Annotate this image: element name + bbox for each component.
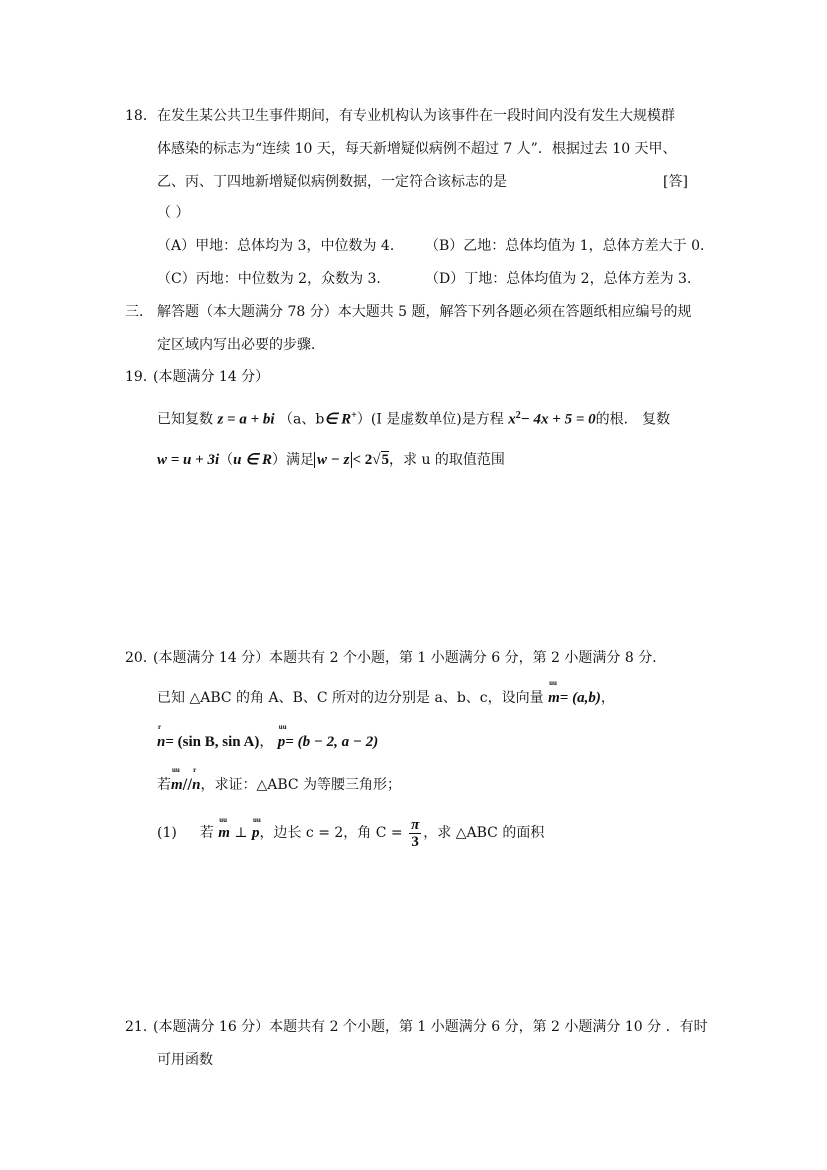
q19-eq-rest: − 4x + 5 = 0 [520,411,596,428]
q20-m-equation: = (a,b) [559,690,601,706]
q20-comma-2: ， [259,734,274,750]
q20-header: (本题满分 14 分）本题共有 2 个小题，第 1 小题满分 6 分，第 2 小题满分 8 分． [153,650,667,666]
q20-line-3 [157,766,402,795]
q19-text-2: （a、b [279,411,325,428]
q19-statement-line-2 [157,450,505,470]
q20-line-2 [157,723,379,752]
q19-sqrt-sign: √ [372,452,381,468]
q19-text-3: ）(I 是虚数单位)是方程 [356,411,504,428]
q20-text-3a: 若 [199,825,214,841]
q19-text-4: 的根． 复数 [595,411,671,428]
q20-number: 20． [125,650,157,666]
q18-option-a: （A）甲地：总体均为 3，中位数为 4． [157,238,404,254]
vector-n: r n [157,723,166,750]
q21-line-2: 可用函数 [157,1052,213,1068]
q19-text-6: ）满足 [272,452,315,468]
q18-line-3: 乙、丙、丁四地新增疑似病例数据，一定符合该标志的是 [157,174,507,190]
q18-line-1: 在发生某公共卫生事件期间，有专业机构认为该事件在一段时间内没有发生大规模群 [157,108,675,124]
q20-sub-1-label: (1) [157,825,177,841]
q19-w-equation: w = u + 3i [157,452,220,468]
q19-text-5: （ [219,452,234,468]
vector-n-2: r n [192,766,201,793]
q20-line-1 [157,679,615,708]
vector-m-3: uu m [218,816,230,841]
q19-abs-w-minus-z: w − z [314,452,352,468]
vector-m: uu m [548,679,560,706]
q18-answer-paren: （ ） [157,205,190,221]
q18-line-2: 体感染的标志为“连续 10 天，每天新增疑似病例不超过 7 人”．根据过去 10 天甲、 [157,141,677,157]
q20-p-equation: = (b − 2, a − 2) [285,734,379,750]
q21-line-1: (本题满分 16 分）本题共有 2 个小题，第 1 小题满分 6 分，第 2 小题满分 10 分 ．有时 [153,1019,708,1035]
vector-p-2: uu p [251,816,261,841]
q19-eq-square: 2 [515,410,521,421]
q19-text-1: 已知复数 [157,411,213,428]
q19-sqrt-5: 5 [381,452,390,468]
q19-statement-line-1 [157,406,670,430]
q20-text-3b: ，边长 c = 2，角 C = [259,825,403,841]
q20-perp: ⊥ [234,825,248,841]
section-3-line-1: 解答题（本大题满分 78 分）本大题共 5 题，解答下列各题必须在答题纸相应编号的规 [157,304,692,320]
vector-p: uu p [277,723,287,750]
q20-text-2a: 若 [157,777,171,793]
q21-number: 21． [125,1019,157,1035]
q20-angle-fraction: $\frac{\pi}{3}$ [411,816,420,850]
q19-less-than-2: < 2 [352,452,373,468]
q19-z-equation: z = a + bi [217,411,275,428]
q20-line-4 [157,815,544,851]
q18-option-c: （C）丙地：中位数为 2，众数为 3． [157,271,391,287]
section-3-number: 三． [125,304,153,320]
q20-n-equation: = (sin B, sin A) [165,734,260,750]
q20-text-2b: ，求证：△ABC 为等腰三角形； [200,777,402,793]
q19-header: (本题满分 14 分） [153,369,270,385]
q19-u-in-r: u ∈ R [233,452,273,468]
q19-number: 19． [125,369,157,385]
q20-parallel: // [182,777,193,793]
q19-plus-sup: + [351,410,357,421]
q20-text-3c: ，求 △ABC 的面积 [423,825,545,841]
q19-text-7: ，求 u 的取值范围 [389,452,505,468]
q18-option-d: （D）丁地：总体均值为 2，总体方差为 3． [425,271,701,287]
section-3-line-2: 定区域内写出必要的步骤． [157,337,325,353]
q20-comma-1: ， [600,690,615,706]
q20-text-1: 已知 △ABC 的角 A、B、C 所对的边分别是 a、b、c，设向量 [157,690,544,706]
q19-eq-x: x [508,411,516,428]
vector-m-2: uu m [171,766,183,793]
q18-option-b: （B）乙地：总体均值为 1，总体方差大于 0． [425,238,715,254]
q19-in-r-plus: ∈ R [324,411,352,428]
q18-number: 18． [125,108,157,124]
q18-answer-mark: [答] [663,174,688,190]
